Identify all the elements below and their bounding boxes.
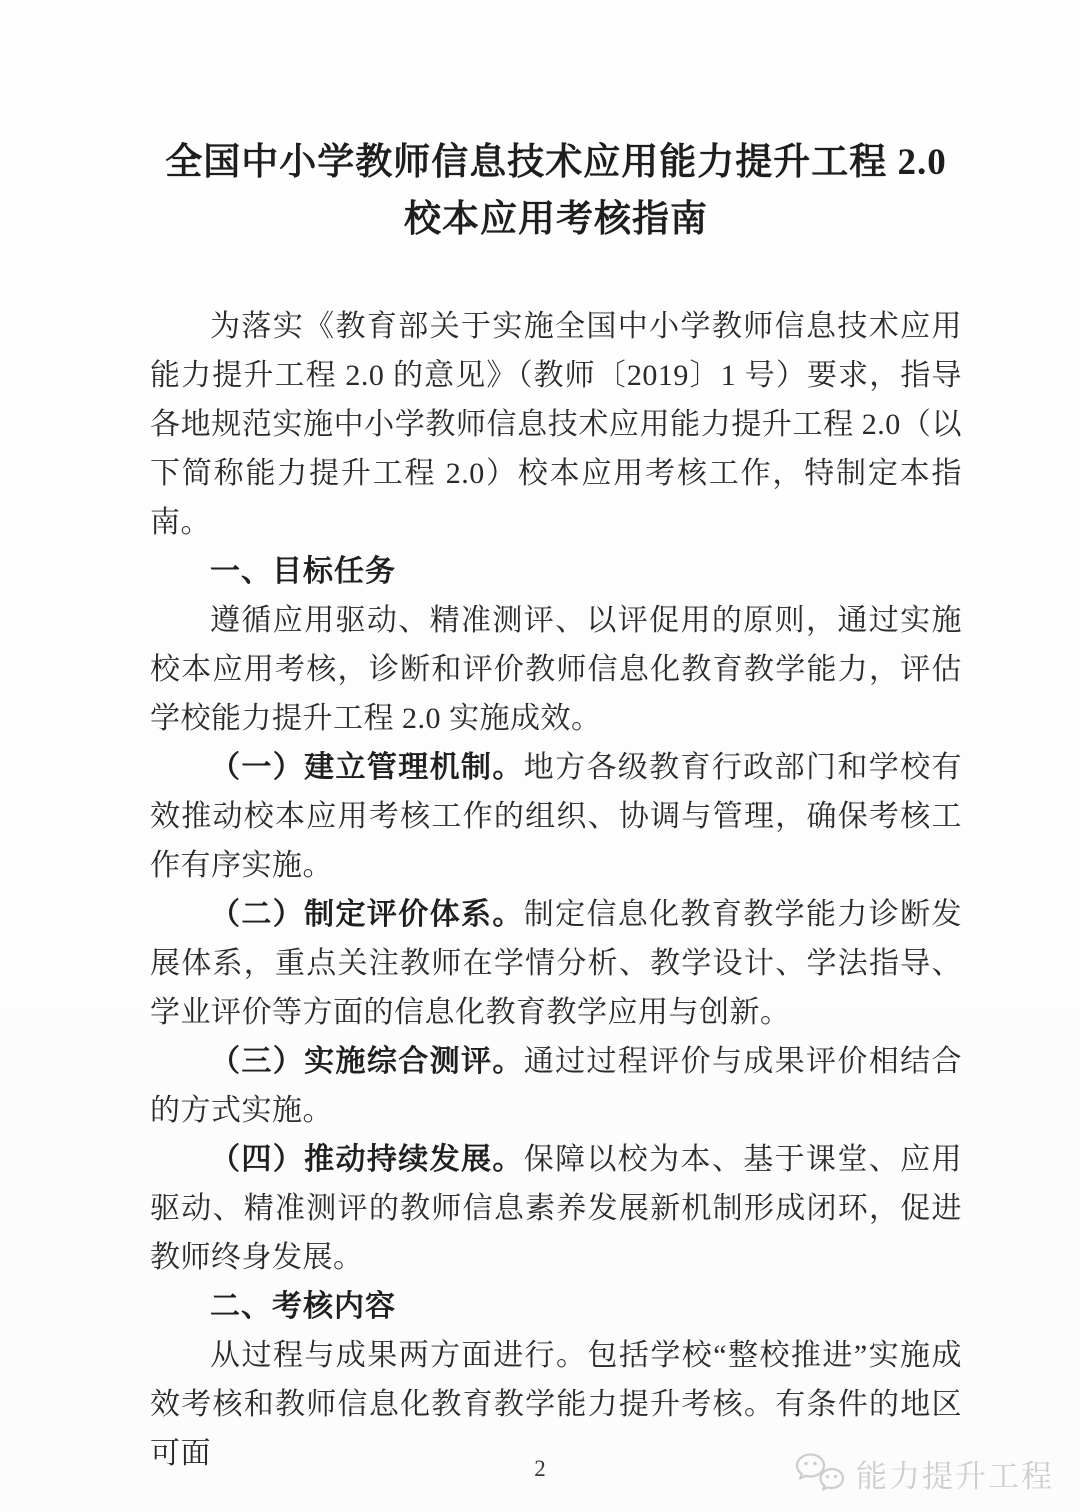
section-1-item-1: [150, 743, 962, 890]
section-2-lead-paragraph: 从过程与成果两方面进行。包括学校“整校推进”实施成效考核和教师信息化教育教学能力提升考核。有条件的地区可面: [150, 1339, 962, 1470]
section-1-item-2: [150, 890, 962, 1037]
item-4-text: 保障以校为本、基于课堂、应用驱动、精准测评的教师信息素养发展新机制形成闭环，促进教师终身发展。: [150, 1143, 963, 1274]
item-3-lead: （三）实施综合测评。: [210, 1045, 524, 1078]
title-line-1: 全国中小学教师信息技术应用能力提升工程 2.0: [165, 142, 947, 183]
intro-paragraph: 为落实《教育部关于实施全国中小学教师信息技术应用能力提升工程 2.0 的意见》（教师〔2019〕1 号）要求，指导各地规范实施中小学教师信息技术应用能力提升工程 2.0（以下简称能力提升工程 2.0）校本应用考核工作，特制定本指南。: [150, 310, 962, 539]
item-4-lead: （四）推动持续发展。: [210, 1143, 524, 1176]
item-2-text: 制定信息化教育教学能力诊断发展体系，重点关注教师在学情分析、教学设计、学法指导、学业评价等方面的信息化教育教学应用与创新。: [150, 898, 963, 1029]
title-line-2: 校本应用考核指南: [404, 199, 708, 240]
item-2-lead: （二）制定评价体系。: [210, 898, 524, 931]
section-2-heading: 二、考核内容: [210, 1290, 396, 1323]
section-1-item-4: [150, 1135, 962, 1282]
wechat-icon: [794, 1452, 846, 1496]
document-content: [150, 134, 962, 1478]
section-1-lead-paragraph: 遵循应用驱动、精准测评、以评促用的原则，通过实施校本应用考核，诊断和评价教师信息化教育教学能力，评估学校能力提升工程 2.0 实施成效。: [150, 604, 962, 735]
section-1-item-3: [150, 1037, 962, 1135]
watermark: [794, 1451, 1054, 1496]
item-1-lead: （一）建立管理机制。: [210, 751, 524, 784]
watermark-label: 能力提升工程: [856, 1459, 1054, 1494]
item-3-text: 通过过程评价与成果评价相结合的方式实施。: [150, 1045, 963, 1127]
document-title: [150, 134, 962, 248]
item-1-text: 地方各级教育行政部门和学校有效推动校本应用考核工作的组织、协调与管理，确保考核工作有序实施。: [150, 751, 963, 882]
page-number: 2: [534, 1456, 546, 1481]
section-1-heading: 一、目标任务: [210, 555, 396, 588]
